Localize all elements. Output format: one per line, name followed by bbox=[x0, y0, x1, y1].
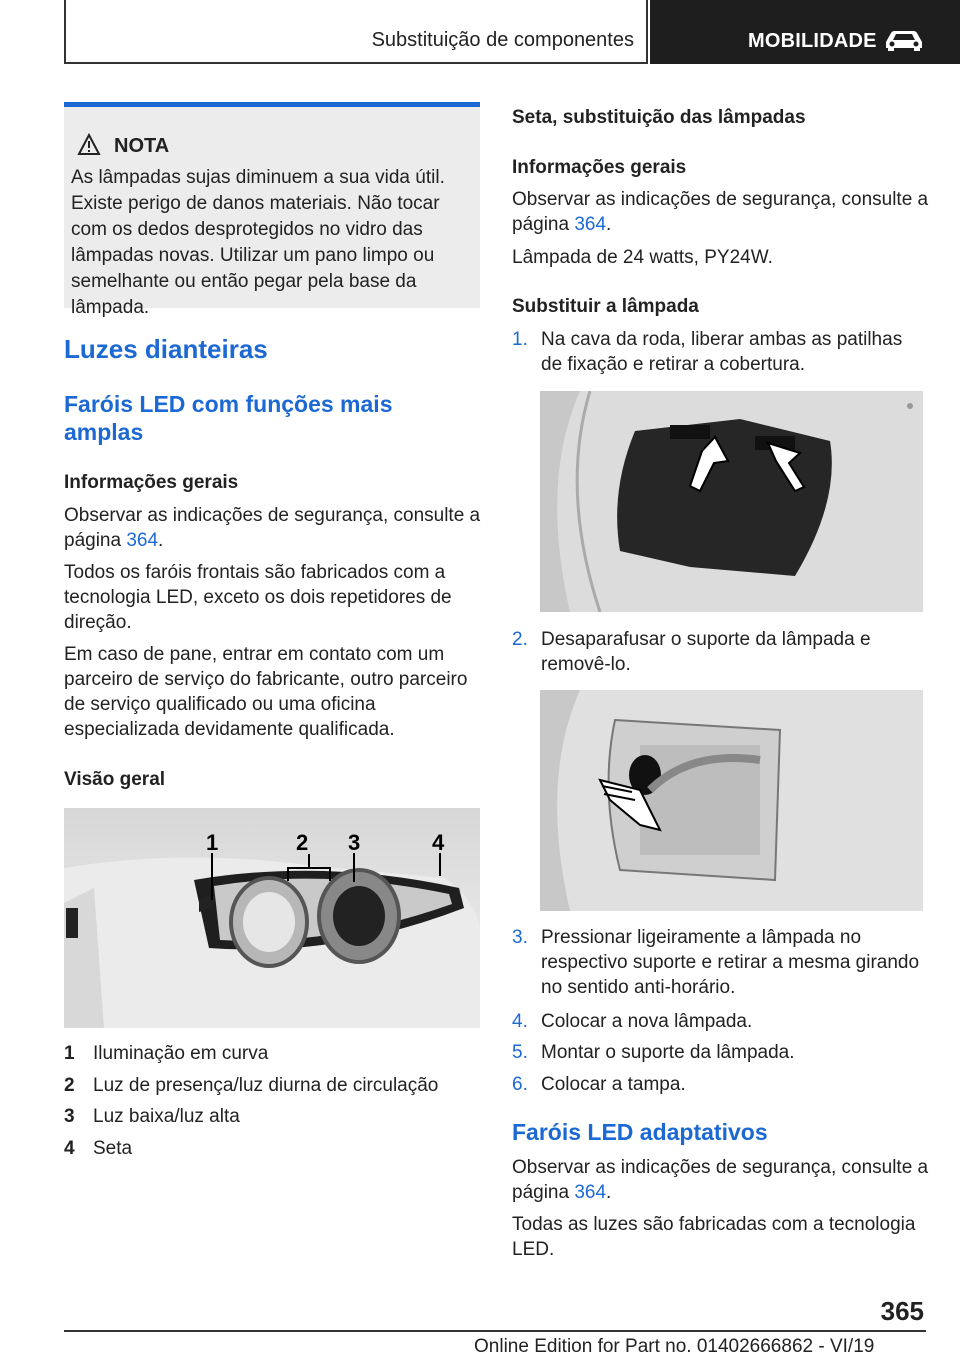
callout-1: 1 bbox=[206, 830, 219, 855]
cover-removal-figure bbox=[540, 391, 923, 612]
heading-turn-signal: Seta, substituição das lâmpadas bbox=[512, 107, 806, 128]
lamp-holder-figure bbox=[540, 690, 923, 911]
callout-4: 4 bbox=[432, 830, 445, 855]
heading-led-headlights: Faróis LED com funções mais amplas bbox=[64, 391, 393, 445]
step-text: Colocar a nova lâmpada. bbox=[541, 1011, 753, 1032]
led-info-paragraph: Todos os faróis frontais são fabricados com a tecnologia LED, exceto os dois repetidores de direção. bbox=[64, 562, 452, 633]
step-text: Na cava da roda, liberar ambas as patilhas de fixação e retirar a cobertura. bbox=[541, 329, 903, 375]
chapter-tab[interactable] bbox=[650, 0, 960, 64]
step-number: 6. bbox=[512, 1074, 528, 1095]
step-number: 1. bbox=[512, 329, 528, 350]
headlight-illustration bbox=[64, 808, 480, 1028]
legend-number: 2 bbox=[64, 1075, 75, 1096]
general-info-title-right: Informações gerais bbox=[512, 157, 687, 178]
page-link-364[interactable]: 364 bbox=[574, 1182, 607, 1203]
step-number: 3. bbox=[512, 927, 528, 948]
note-box bbox=[64, 102, 480, 318]
service-paragraph: Em caso de pane, entrar em contato com um parceiro de serviço do fabricante, outro parceiro de serviço qualificado ou uma oficina especializada devidamente qualificada. bbox=[64, 644, 468, 740]
lamp-info: Lâmpada de 24 watts, PY24W. bbox=[512, 247, 773, 268]
legend-text: Luz baixa/luz alta bbox=[93, 1106, 240, 1127]
page-number: 365 bbox=[880, 1296, 924, 1326]
step-item bbox=[512, 327, 926, 379]
note-body: As lâmpadas sujas diminuem a sua vida útil. Existe perigo de danos materiais. Não tocar com os dedos desprotegidos no vidro das lâmpadas novas. Utilizar um pano limpo ou semelhante ou então pegar pela base da lâmpada. bbox=[71, 167, 445, 318]
step-item bbox=[512, 627, 926, 679]
callout-3: 3 bbox=[348, 830, 361, 855]
legend-text: Seta bbox=[93, 1138, 133, 1159]
step-text: Colocar a tampa. bbox=[541, 1074, 686, 1095]
chapter-label: MOBILIDADE bbox=[748, 30, 877, 52]
page-link-364[interactable]: 364 bbox=[574, 214, 607, 235]
step-number: 4. bbox=[512, 1011, 528, 1032]
heading-front-lights: Luzes dianteiras bbox=[64, 334, 268, 364]
step-number: 2. bbox=[512, 629, 528, 650]
footer-divider bbox=[64, 1330, 926, 1332]
legend-number: 4 bbox=[64, 1138, 75, 1159]
legend-number: 3 bbox=[64, 1106, 75, 1127]
warning-triangle-icon bbox=[64, 133, 114, 157]
callout-2: 2 bbox=[296, 830, 309, 855]
step-text: Pressionar ligeiramente a lâmpada no respectivo suporte e retirar a mesma girando no sentido anti-horário. bbox=[541, 927, 920, 998]
step-text: Desaparafusar o suporte da lâmpada e removê-lo. bbox=[541, 629, 871, 675]
page-link-364[interactable]: 364 bbox=[126, 530, 159, 551]
edition-footer: Online Edition for Part no. 01402666862 - VI/19 bbox=[474, 1336, 875, 1357]
header-section-box bbox=[64, 0, 648, 64]
safety-reference-right: Observar as indicações de segurança, consulte a página 364. bbox=[512, 189, 929, 235]
legend-text: Iluminação em curva bbox=[93, 1043, 269, 1064]
general-info-title-left: Informações gerais bbox=[64, 472, 239, 493]
legend-number: 1 bbox=[64, 1043, 75, 1064]
overview-title: Visão geral bbox=[64, 769, 166, 790]
heading-adaptive-led: Faróis LED adaptativos bbox=[512, 1119, 768, 1145]
step-text: Montar o suporte da lâmpada. bbox=[541, 1042, 795, 1063]
safety-reference-left: Observar as indicações de segurança, consulte a página 364. bbox=[64, 505, 481, 551]
headlight-overview-figure bbox=[64, 808, 480, 1028]
replace-lamp-title: Substituir a lâmpada bbox=[512, 296, 699, 317]
car-icon bbox=[882, 28, 926, 52]
safety-reference-adaptive: Observar as indicações de segurança, consulte a página 364. bbox=[512, 1157, 929, 1203]
legend-text: Luz de presença/luz diurna de circulação bbox=[93, 1075, 439, 1096]
adaptive-paragraph: Todas as luzes são fabricadas com a tecnologia LED. bbox=[512, 1214, 916, 1260]
step-number: 5. bbox=[512, 1042, 528, 1063]
section-title: Substituição de componentes bbox=[371, 29, 634, 51]
note-title: NOTA bbox=[114, 135, 170, 157]
